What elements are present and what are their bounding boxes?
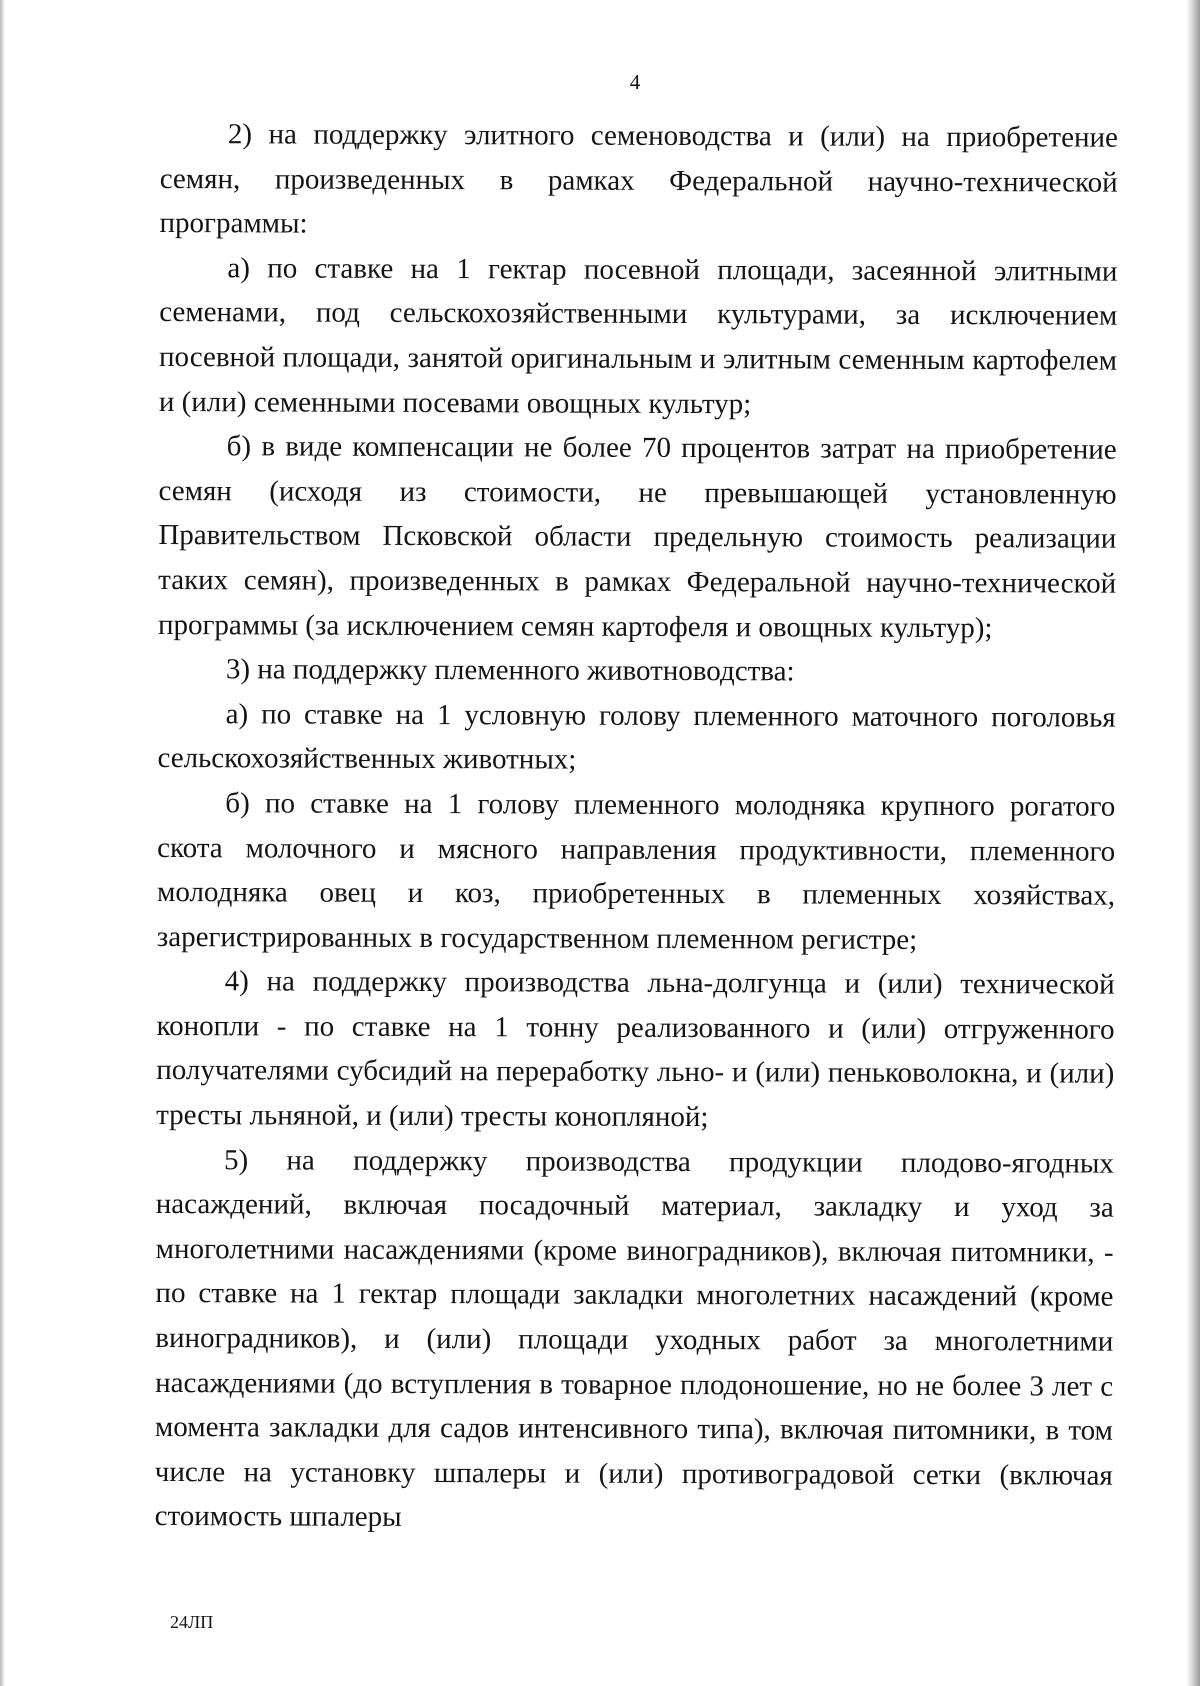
document-body: [155, 112, 1118, 1543]
page-number: 4: [629, 70, 641, 94]
paragraph-item-5: 5) на поддержку производства продукции плодово-ягодных насаждений, включая посадочный материал, закладку и уход за многолетними насаждениями (кроме виноградников), включая питомники, - по ставке на 1 гектар площади закладки многолетних насаждений (кроме виноградников), и (или) площади уходных работ за многолетними насаждениями (до вступления в товарное плодоношение, но не более 3 лет с момента закладки для садов интенсивного типа), включая питомники, в том числе на установку шпалеры и (или) противоградовой сетки (включая стоимость шпалеры: [154, 1143, 1115, 1534]
paragraph-item-3b: б) по ставке на 1 голову племенного молодняка крупного рогатого скота молочного и мясного направления продуктивности, племенного молодняка овец и коз, приобретенных в племенных хозяйствах, зарегистрированных в государственном племенном регистре;: [156, 787, 1116, 956]
paragraph-item-2b: б) в виде компенсации не более 70 процентов затрат на приобретение семян (исходя из стоимости, не превышающей установленную Правительством Псковской области предельную стоимость реализации таких семян), произведенных в рамках Федеральной научно-технической программы (за исключением семян картофеля и овощных культур);: [157, 430, 1117, 644]
paragraph-item-3: 3) на поддержку племенного животноводства:: [225, 653, 795, 688]
scan-right-edge: [1186, 0, 1200, 1686]
paragraph-item-2: 2) на поддержку элитного семеноводства и (или) на приобретение семян, произведенных в рамках Федеральной научно-технической программы:: [159, 118, 1118, 240]
document-code: 24ЛП: [170, 1612, 214, 1632]
paragraph-item-4: 4) на поддержку производства льна-долгунца и (или) технической конопли - по ставке на 1 тонну реализованного и (или) отгруженного получателями субсидий на переработку льно- и (или) пеньковолокна, и (или) тресты льняной, и (или) тресты конопляной;: [156, 965, 1115, 1134]
scan-left-edge: [0, 0, 5, 1686]
paragraph-item-3a: а) по ставке на 1 условную голову племенного маточного поголовья сельскохозяйственных животных;: [157, 697, 1116, 776]
paragraph-item-2a: а) по ставке на 1 гектар посевной площади, засеянной элитными семенами, под сельскохозяйственными культурами, за исключением посевной площади, занятой оригинальным и элитным семенным картофелем и (или) семенными посевами овощных культур;: [158, 252, 1118, 420]
